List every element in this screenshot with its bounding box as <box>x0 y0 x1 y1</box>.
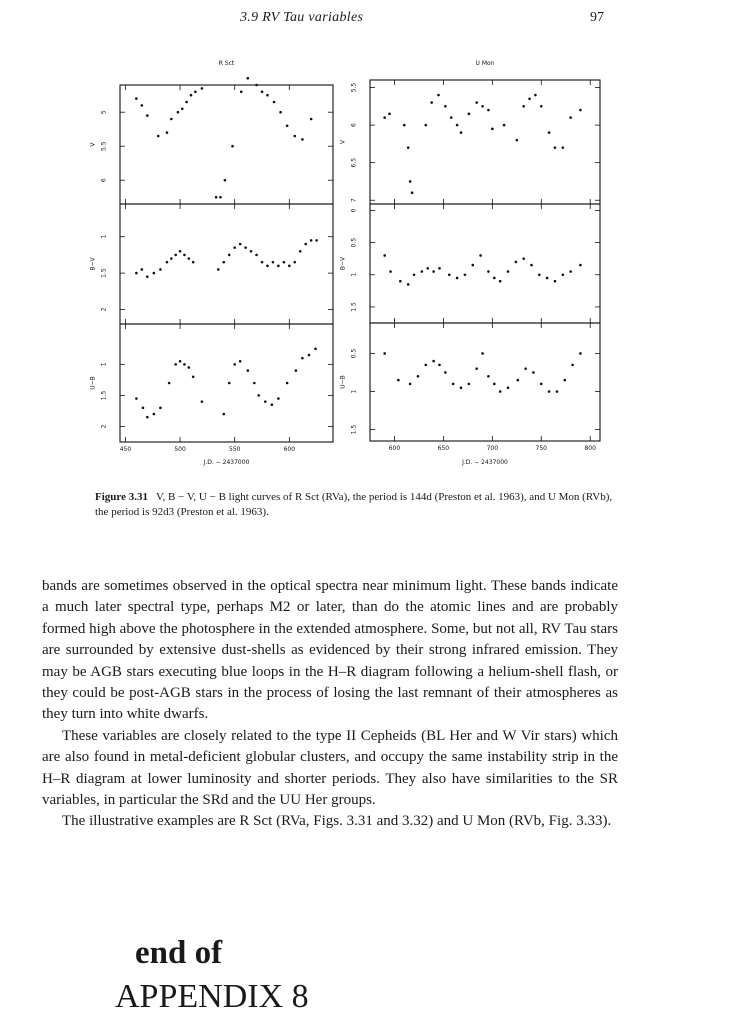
chart-1-panel-1-point <box>215 196 218 199</box>
chart-1-panel-1-frame <box>120 85 333 204</box>
chart-2-panel-1-point <box>528 97 531 100</box>
chart-1-panel-1-point <box>201 87 204 90</box>
chart-2-xtick-label: 750 <box>535 445 548 452</box>
chart-2-panel-2-point <box>554 280 557 283</box>
chart-1-xtick-label: 450 <box>119 446 132 453</box>
chart-2-panel-3-ytick-label: 1 <box>350 389 358 394</box>
chart-2-panel-1-ylabel: V <box>339 139 347 145</box>
chart-2-panel-1-point <box>460 131 463 134</box>
chart-1-panel-2-point <box>222 261 225 264</box>
chart-2-panel-1-point <box>437 94 440 97</box>
chart-1-panel-2-point <box>228 254 231 257</box>
chart-2-panel-1-point <box>424 124 427 127</box>
chart-1-panel-3-point <box>286 382 289 385</box>
figure-3-31 <box>0 0 733 480</box>
chart-1-panel-1-point <box>185 101 188 104</box>
chart-1-panel-2-point <box>183 254 186 257</box>
chart-2-panel-2-point <box>407 283 410 286</box>
chart-2-panel-3-point <box>475 367 478 370</box>
chart-2-panel-3-point <box>563 379 566 382</box>
chart-1-panel-2-point <box>170 257 173 260</box>
chart-2-panel-2-point <box>389 270 392 273</box>
chart-1-panel-1-point <box>194 91 197 94</box>
chart-1-panel-1-ytick-label: 6 <box>100 178 108 183</box>
chart-1-panel-3-point <box>192 375 195 378</box>
chart-2-panel-2-point <box>538 273 541 276</box>
chart-1-panel-3-point <box>135 397 138 400</box>
chart-2-panel-2-point <box>499 280 502 283</box>
chart-1-panel-1-point <box>135 97 138 100</box>
chart-2-panel-1-frame <box>370 80 600 204</box>
chart-2-panel-1-point <box>481 105 484 108</box>
chart-2-panel-2-point <box>569 270 572 273</box>
chart-1-panel-2-ytick-label: 2 <box>100 307 108 312</box>
chart-1-panel-1-point <box>240 91 243 94</box>
chart-1-panel-1-ytick-label: 5 <box>100 110 108 115</box>
chart-1-panel-2-point <box>310 239 313 242</box>
chart-2-panel-2-point <box>522 257 525 260</box>
paragraph-3: The illustrative examples are R Sct (RVa, Figs. 3.31 and 3.32) and U Mon (RVb, Fig. 3.33). <box>62 813 612 830</box>
chart-1-panel-1-point <box>279 111 282 114</box>
chart-2-panel-1-point <box>540 105 543 108</box>
chart-1-panel-1-point <box>255 84 258 87</box>
chart-1-panel-3-point <box>179 360 182 363</box>
appendix-label: APPENDIX 8 <box>115 978 309 1015</box>
chart-2-panel-3-point <box>540 383 543 386</box>
chart-2-panel-2-point <box>530 264 533 267</box>
chart-1-panel-2-point <box>192 261 195 264</box>
chart-1-panel-1-point <box>219 196 222 199</box>
chart-2-panel-2-point <box>487 270 490 273</box>
chart-2-panel-2-point <box>479 254 482 257</box>
chart-1-xlabel: J.D. − 2437000 <box>203 459 250 466</box>
chart-1-panel-3-point <box>159 407 162 410</box>
chart-1-panel-1-point <box>146 114 149 117</box>
chart-1-panel-3-point <box>239 360 242 363</box>
chart-2-panel-1-point <box>383 116 386 119</box>
chart-1-panel-1-point <box>190 94 193 97</box>
chart-2-panel-1-point <box>411 191 414 194</box>
chart-1-panel-2-point <box>141 268 144 271</box>
chart-1-panel-1-point <box>157 135 160 138</box>
chart-1-xtick-label: 600 <box>283 446 296 453</box>
chart-2-panel-3-point <box>493 383 496 386</box>
chart-1-panel-1-point <box>141 104 144 107</box>
chart-1-xtick-label: 500 <box>174 446 186 453</box>
chart-1-panel-1-point <box>181 108 184 111</box>
chart-1-panel-2-point <box>299 250 302 253</box>
chart-1-panel-3-point <box>222 413 225 416</box>
chart-1-panel-2-point <box>266 265 269 268</box>
chart-2-panel-1-point <box>534 94 537 97</box>
chart-2-panel-2-ytick-label: 1 <box>350 272 358 277</box>
chart-2-panel-3-point <box>571 364 574 367</box>
chart-2-panel-1-point <box>388 113 391 116</box>
chart-2-panel-3-point <box>383 352 386 355</box>
chart-2-panel-3-point <box>548 390 551 393</box>
chart-1-panel-3-ylabel: U−B <box>89 376 97 390</box>
chart-1-panel-3-ytick-label: 2 <box>100 424 108 429</box>
chart-2-panel-2-point <box>421 270 424 273</box>
chart-2-panel-3-point <box>516 379 519 382</box>
chart-2-panel-1-point <box>487 109 490 112</box>
chart-2-panel-2-point <box>464 273 467 276</box>
chart-2-panel-3-point <box>432 360 435 363</box>
chart-1-panel-2-point <box>293 261 296 264</box>
chart-1-panel-1-point <box>170 118 173 121</box>
chart-2-panel-1-ytick-label: 6 <box>350 123 358 128</box>
chart-2-panel-3-point <box>556 390 559 393</box>
chart-2-panel-3-point <box>397 379 400 382</box>
chart-1-panel-2-ylabel: B−V <box>89 257 97 271</box>
chart-2-panel-3-point <box>438 364 441 367</box>
chart-2-xtick-label: 600 <box>388 445 401 452</box>
chart-1-panel-3-point <box>142 407 145 410</box>
chart-1-panel-3-point <box>174 363 177 366</box>
chart-2-panel-3-frame <box>370 323 600 441</box>
chart-1-panel-2-point <box>146 275 149 278</box>
chart-2-panel-1-point <box>522 105 525 108</box>
chart-2-panel-2-point <box>507 270 510 273</box>
chart-2-panel-2-ytick-label: 0 <box>350 208 358 213</box>
chart-2-panel-2-point <box>413 273 416 276</box>
chart-2-xtick-label: 800 <box>584 445 596 452</box>
chart-1-panel-2-point <box>174 254 177 257</box>
chart-2-panel-3-point <box>507 386 510 389</box>
chart-1-panel-2-point <box>283 261 286 264</box>
chart-2-panel-1-point <box>456 124 459 127</box>
chart-1-panel-1-point <box>231 145 234 148</box>
chart-1-panel-1-point <box>266 94 269 97</box>
chart-1-panel-1-ytick-label: 5.5 <box>100 141 108 151</box>
chart-1-panel-3-point <box>277 397 280 400</box>
chart-1-panel-1-point <box>261 91 264 94</box>
chart-2-panel-1-point <box>468 113 471 116</box>
page-number: 97 <box>590 10 604 25</box>
chart-2-panel-2-point <box>448 273 451 276</box>
chart-2-panel-2-point <box>383 254 386 257</box>
chart-2-panel-1-point <box>430 101 433 104</box>
chart-2-panel-1-point <box>444 105 447 108</box>
chart-1-panel-3-point <box>295 369 298 372</box>
chart-2-panel-1-ytick-label: 6.5 <box>350 157 358 168</box>
chart-1-panel-3-point <box>228 382 231 385</box>
chart-1-panel-2-point <box>315 239 318 242</box>
chart-1-panel-3-point <box>314 348 317 351</box>
chart-2-panel-3-ylabel: U−B <box>339 375 347 389</box>
chart-2-panel-3-point <box>444 371 447 374</box>
body-text <box>42 576 618 833</box>
chart-1-panel-3-point <box>183 363 186 366</box>
chart-2-panel-1-ytick-label: 5.5 <box>350 82 358 93</box>
chart-1-panel-2-point <box>288 265 291 268</box>
chart-2-panel-2-point <box>562 273 565 276</box>
chart-1-panel-2-point <box>244 246 247 249</box>
chart-2-panel-2-ylabel: B−V <box>339 256 347 271</box>
chart-1-panel-3-point <box>253 382 256 385</box>
chart-1-panel-2-frame <box>120 204 333 324</box>
chart-2-panel-1-point <box>548 131 551 134</box>
chart-1-panel-3-point <box>301 357 304 360</box>
chart-1-panel-2-point <box>277 265 280 268</box>
chart-2-panel-1-ytick-label: 7 <box>350 198 358 203</box>
end-of-label: end of <box>135 935 223 971</box>
chart-2-panel-3-point <box>460 386 463 389</box>
chart-2-panel-2-point <box>438 267 441 270</box>
chart-2-panel-3-ytick-label: 0.5 <box>350 348 358 359</box>
chart-2-panel-3-point <box>481 352 484 355</box>
chart-2-panel-3-point <box>532 371 535 374</box>
chart-1-xtick-label: 550 <box>228 446 241 453</box>
chart-2-panel-1-point <box>403 124 406 127</box>
chart-1-panel-3-point <box>308 354 311 357</box>
chart-2-panel-2-point <box>515 261 518 264</box>
chart-1-panel-3-ytick-label: 1.5 <box>100 390 108 401</box>
chart-2-xtick-label: 650 <box>437 445 450 452</box>
chart-2-panel-3-point <box>499 390 502 393</box>
caption-text: V, B − V, U − B light curves of R Sct (RVa), the period is 144d (Preston et al. 1963), and U Mon (RVb), the period is 92d3 (Preston et al. 1963). <box>95 491 613 518</box>
chart-2-panel-1-point <box>554 146 557 149</box>
chart-1-panel-3-point <box>257 394 260 397</box>
chart-1-panel-2-point <box>135 272 138 275</box>
chart-2-panel-3-point <box>409 383 412 386</box>
chart-1-panel-2-point <box>153 272 156 275</box>
chart-1-panel-1-point <box>293 135 296 138</box>
chart-1-panel-1-ylabel: V <box>89 142 97 147</box>
chart-1-panel-2-ytick-label: 1 <box>100 234 108 239</box>
chart-1-panel-3-point <box>247 369 250 372</box>
chart-2-panel-2-point <box>456 277 459 280</box>
running-title: 3.9 RV Tau variables <box>240 10 364 25</box>
chart-2-panel-1-point <box>450 116 453 119</box>
chart-1-panel-2-point <box>159 268 162 271</box>
chart-2-panel-2-ytick-label: 1.5 <box>350 302 358 312</box>
chart-1-title: R Sct <box>218 60 235 67</box>
chart-1-panel-1-point <box>224 179 227 182</box>
chart-1-panel-3-point <box>201 400 204 403</box>
chart-2-panel-3-point <box>424 364 427 367</box>
chart-2-panel-3-point <box>524 367 527 370</box>
caption-label: Figure 3.31 <box>95 491 148 503</box>
chart-2-panel-3-ytick-label: 1.5 <box>350 424 358 435</box>
chart-1-panel-3-point <box>188 366 191 369</box>
chart-2-panel-2-point <box>399 280 402 283</box>
chart-1-panel-1-point <box>301 138 304 141</box>
chart-2-panel-1-point <box>407 146 410 149</box>
chart-2-panel-3-point <box>468 383 471 386</box>
chart-1-panel-2-point <box>272 261 275 264</box>
chart-1-panel-1-point <box>310 118 313 121</box>
chart-1-panel-3-ytick-label: 1 <box>100 362 108 367</box>
chart-1-panel-2-point <box>179 250 182 253</box>
chart-1-panel-1-point <box>247 77 250 80</box>
chart-1-panel-2-point <box>217 268 220 271</box>
chart-2-panel-2-point <box>432 270 435 273</box>
chart-2-panel-1-point <box>475 101 478 104</box>
chart-1-panel-1-point <box>273 101 276 104</box>
chart-2-panel-2-frame <box>370 204 600 323</box>
chart-2-panel-2-point <box>471 264 474 267</box>
chart-1-panel-3-frame <box>120 324 333 442</box>
figure-caption <box>95 490 615 520</box>
chart-1-panel-1-point <box>166 131 169 134</box>
chart-2-panel-3-point <box>579 352 582 355</box>
chart-2-panel-1-point <box>579 109 582 112</box>
paragraph-1: bands are sometimes observed in the optical spectra near minimum light. These bands indicate a much later spectral type, perhaps M2 or later, than do the atomic lines and are probably formed high above the photosphere in the extended atmosphere. Some, but not all, RV Tau stars are surrounded by extensive dust-shells as evidenced by their strong infrared emission. They may be AGB stars executing blue loops in the H–R diagram following a helium-shell flash, or they could be post-AGB stars in the process of losing the last remnant of their atmospheres as they turn into white dwarfs. <box>42 578 618 723</box>
chart-1-panel-2-point <box>255 254 258 257</box>
chart-1-panel-2-point <box>250 250 253 253</box>
paragraph-2: These variables are closely related to the type II Cepheids (BL Her and W Vir stars) which are also found in metal-deficient globular clusters, and occupy the same instability strip in the H–R diagram at lower luminosity and shorter periods. They also have similarities to the SR variables, in particular the SRd and the UU Her groups. <box>42 727 618 809</box>
chart-2-panel-1-point <box>503 124 506 127</box>
chart-2-panel-2-point <box>493 277 496 280</box>
chart-2-panel-1-point <box>562 146 565 149</box>
chart-1-panel-1-point <box>286 125 289 128</box>
chart-1-panel-3-point <box>233 363 236 366</box>
chart-2-panel-2-ytick-label: 0.5 <box>350 237 358 248</box>
chart-1-panel-2-ytick-label: 1.5 <box>100 268 108 278</box>
chart-1-panel-2-point <box>188 257 191 260</box>
chart-2-panel-2-point <box>546 277 549 280</box>
chart-2-xtick-label: 700 <box>486 445 499 452</box>
chart-2-panel-3-point <box>417 375 420 378</box>
chart-1-panel-3-point <box>264 400 267 403</box>
chart-1-panel-2-point <box>239 243 242 246</box>
chart-1-panel-2-point <box>304 243 307 246</box>
chart-1-panel-1-point <box>177 111 180 114</box>
chart-1-panel-3-point <box>153 413 156 416</box>
chart-2-xlabel: J.D. − 2437000 <box>462 459 508 466</box>
chart-1-panel-3-point <box>168 382 171 385</box>
chart-1-panel-2-point <box>261 261 264 264</box>
chart-1-panel-2-point <box>166 261 169 264</box>
chart-2-panel-3-point <box>487 375 490 378</box>
chart-2-panel-2-point <box>579 264 582 267</box>
chart-2-panel-2-point <box>426 267 429 270</box>
chart-2-title: U Mon <box>475 60 495 67</box>
chart-1-panel-3-point <box>271 403 274 406</box>
chart-1-panel-2-point <box>233 246 236 249</box>
chart-2-panel-1-point <box>409 180 412 183</box>
chart-2-panel-1-point <box>569 116 572 119</box>
chart-2-panel-1-point <box>491 128 494 131</box>
chart-2-panel-1-point <box>516 139 519 142</box>
chart-1-panel-3-point <box>146 416 149 419</box>
chart-2-panel-3-point <box>452 383 455 386</box>
